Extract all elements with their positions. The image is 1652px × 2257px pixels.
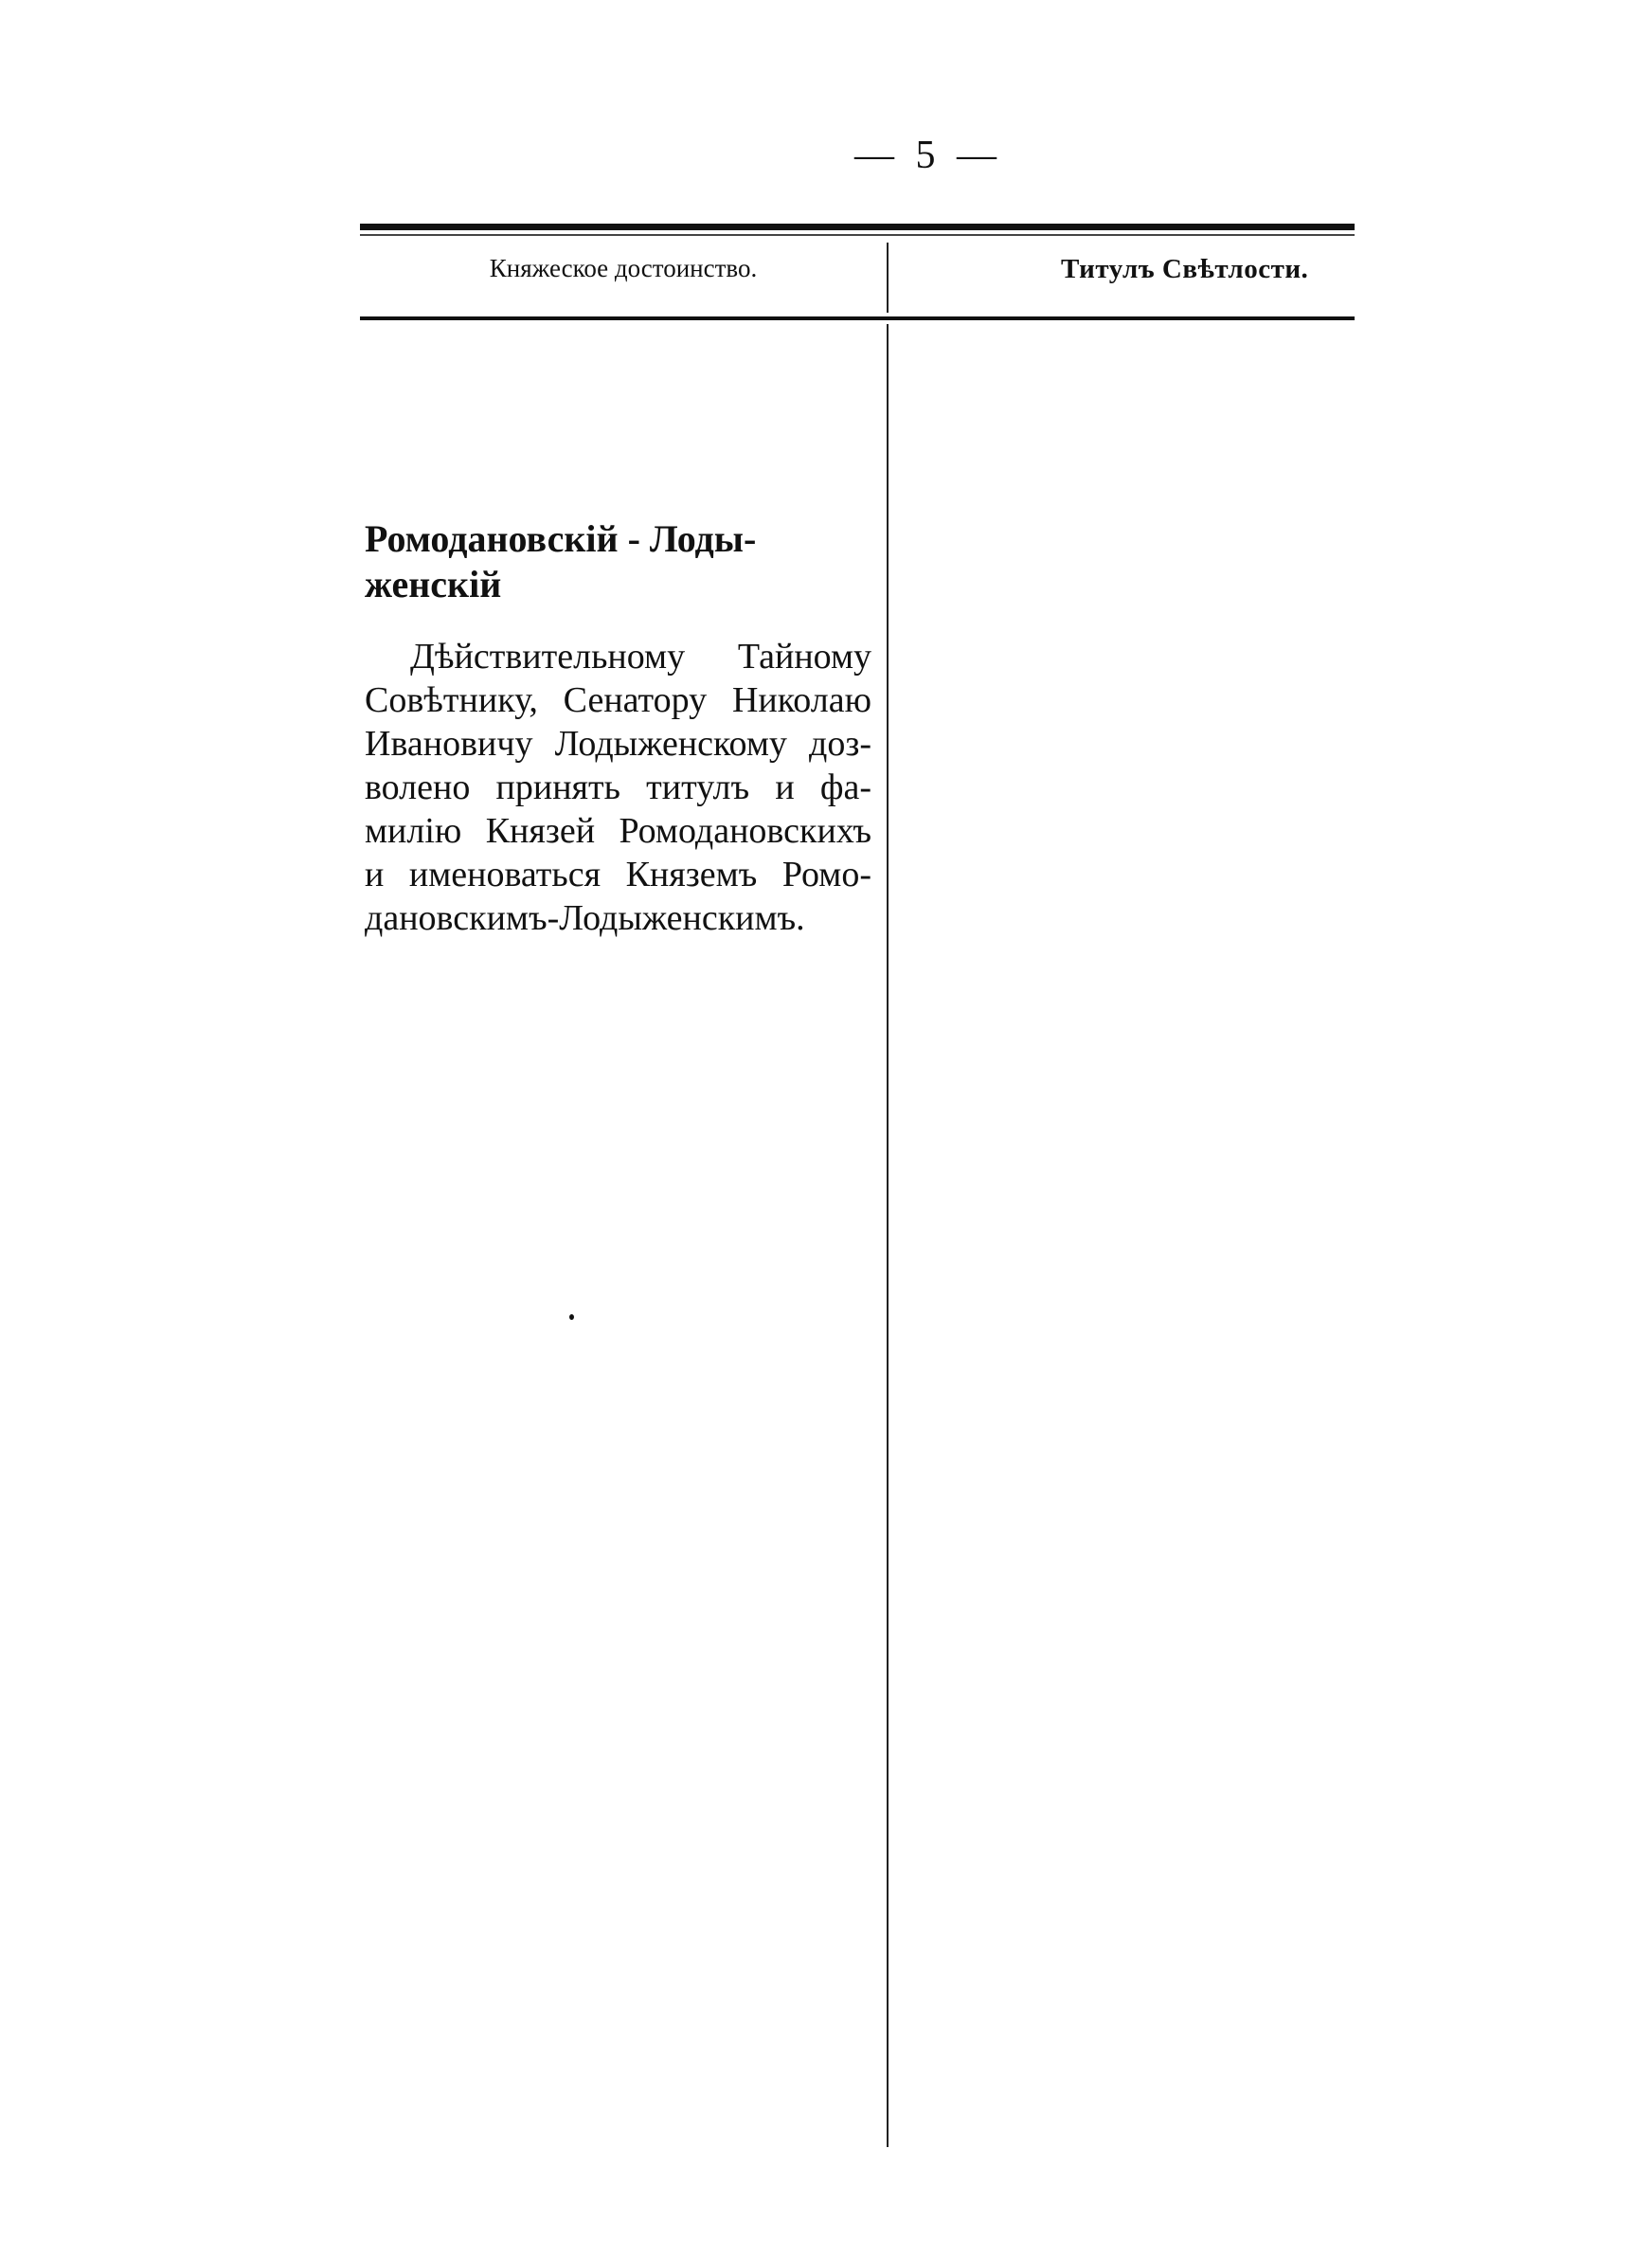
- entry-body-line: Дѣйствительному Тайному: [410, 637, 871, 677]
- table-top-thin-rule: [360, 234, 1355, 236]
- entry-body-line: Ивановичу Лодыженскому доз-: [365, 724, 871, 764]
- entry-title-line-2: женскій: [365, 563, 502, 605]
- header-bottom-rule: [360, 316, 1355, 320]
- header-column-divider: [887, 243, 889, 313]
- entry-title: [365, 516, 881, 607]
- table-top-rule: [360, 224, 1355, 230]
- page-number: — 5 —: [854, 134, 1002, 177]
- entry-body-text: [365, 635, 871, 940]
- entry-title-line-1: Ромодановскій - Лоды-: [365, 517, 757, 560]
- column-header-princely-dignity: Княжеское достоинство.: [489, 254, 758, 282]
- print-speck: [569, 1314, 574, 1320]
- entry-body-line: дановскимъ-Лодыженскимъ.: [365, 898, 805, 938]
- entry-body-line: милію Князей Ромодановскихъ: [365, 811, 871, 851]
- entry-body-line: волено принять титулъ и фа-: [365, 767, 871, 807]
- entry-body-line: Совѣтнику, Сенатору Николаю: [365, 680, 871, 720]
- column-header-title-of-serenity: Титулъ Свѣтлости.: [1061, 254, 1309, 284]
- entry-body-line: и именоваться Княземъ Ромо-: [365, 855, 871, 894]
- body-column-divider: [887, 324, 889, 2147]
